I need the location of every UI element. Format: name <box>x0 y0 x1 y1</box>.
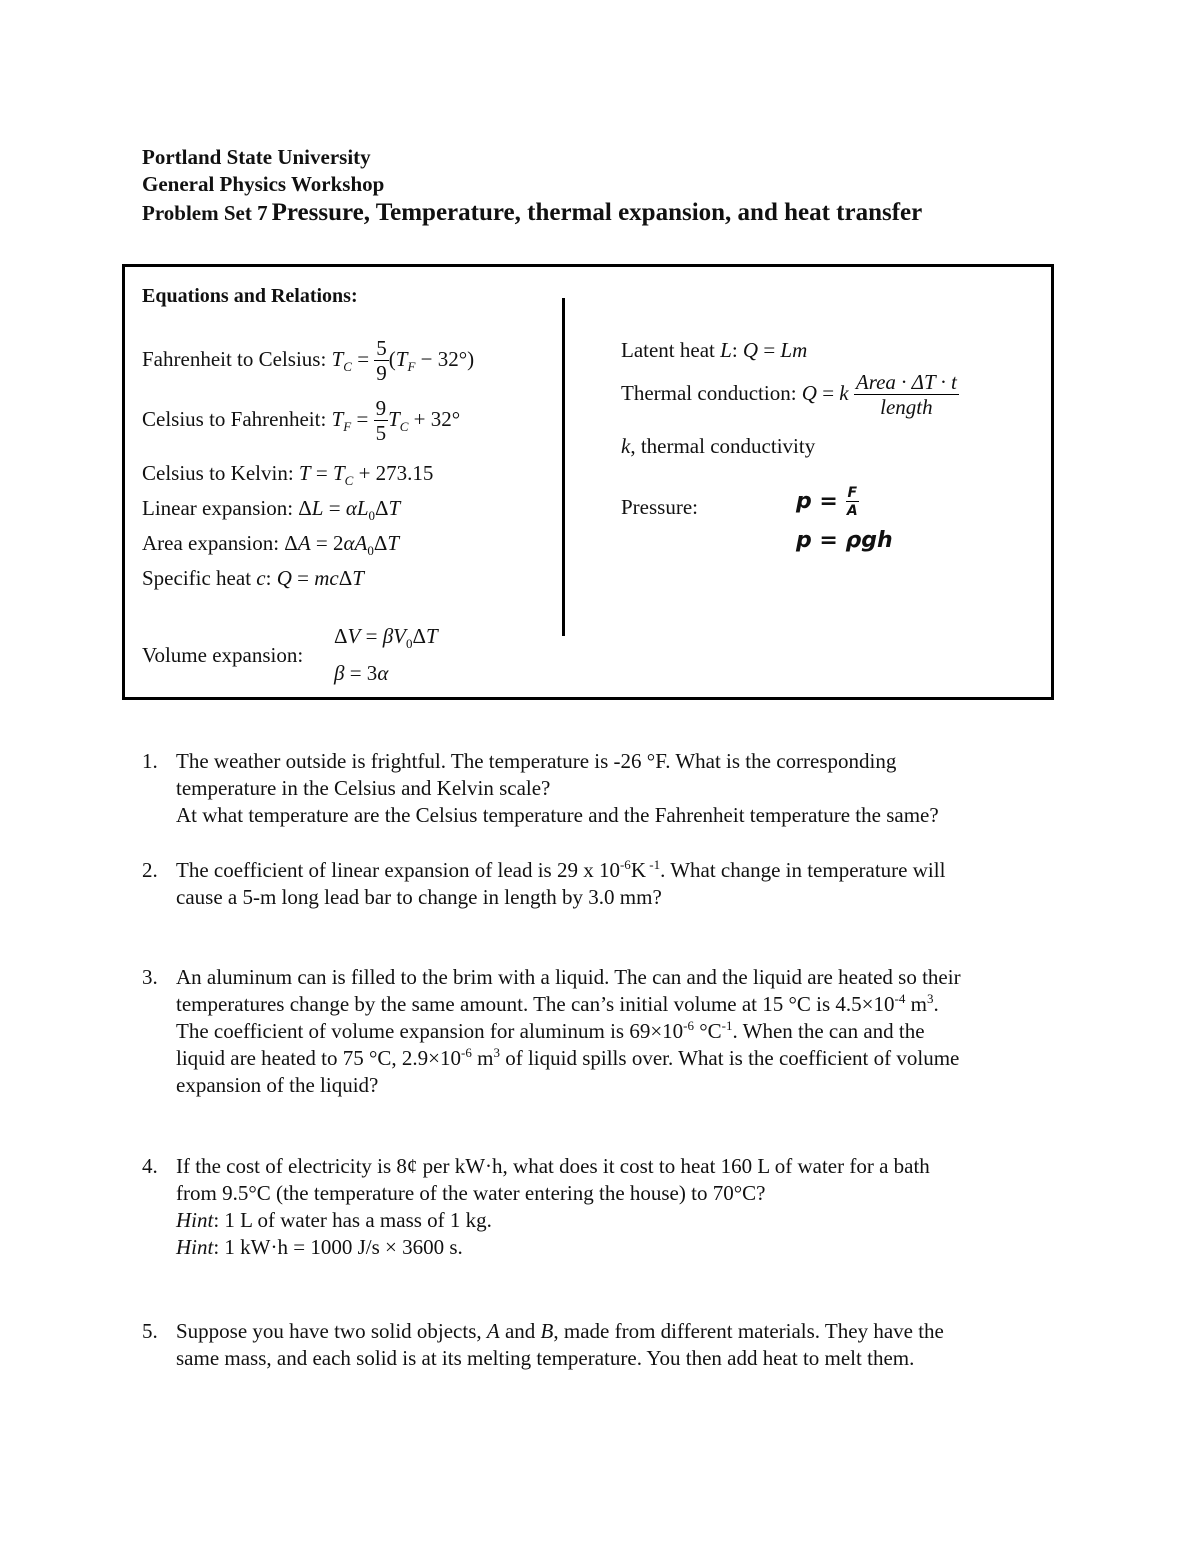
university-name: Portland State University <box>142 145 371 169</box>
eq-fahrenheit-to-celsius: Fahrenheit to Celsius: $T_C$ = $\frac{5}{9}$ $(T_F - 32^\circ)$ <box>142 336 475 385</box>
problem-set-title <box>142 199 922 227</box>
problem-hint-line: Hint: 1 kW·h = 1000 J/s × 3600 s. <box>176 1235 463 1259</box>
eq-volume-expansion-label: Volume expansion: <box>142 643 304 667</box>
eq-conduction-label: Thermal conduction: <box>621 380 797 405</box>
course-name: General Physics Workshop <box>142 172 385 196</box>
problem-text-line: The coefficient of linear expansion of lead is 29 x $10^{-6}K$ $^{-1}$. What change in temperature will <box>176 857 946 882</box>
eq-area-expansion: Area expansion: $\Delta A = 2\alpha A_0\Delta T$ <box>142 531 400 559</box>
problem-text-line: temperature in the Celsius and Kelvin scale? <box>176 776 551 800</box>
eq-f2c-label: Fahrenheit to Celsius: <box>142 346 327 371</box>
problem-text-line: from 9.5°C (the temperature of the water entering the house) to 70°C? <box>176 1181 766 1205</box>
equations-heading: Equations and Relations: <box>142 285 358 307</box>
eq-celsius-to-fahrenheit: Celsius to Fahrenheit: $T_F$ = $\frac{9}{5}$ $T_C + 32^\circ$ <box>142 396 461 445</box>
eq-pressure-depth: p = ρgh <box>796 528 893 553</box>
eq-thermal-conductivity: k, thermal conductivity <box>621 434 816 458</box>
problem-number: 1. <box>142 749 158 773</box>
problem-text-line: liquid are heated to 75 °C, $2.9\times 10^{-6}$ $m^3$ of liquid spills over. What is the coefficient of volume <box>176 1045 960 1070</box>
equations-divider <box>562 298 565 636</box>
problem-text-line: An aluminum can is filled to the brim with a liquid. The can and the liquid are heated so their <box>176 965 961 989</box>
kelvin-offset: 273.15 <box>375 461 434 485</box>
problem-number: 2. <box>142 858 158 882</box>
eq-linear-expansion: Linear expansion: $\Delta L = \alpha L_0\Delta T$ <box>142 496 401 524</box>
eq-pressure-label: Pressure: <box>621 495 698 519</box>
problem-hint-line: Hint: 1 L of water has a mass of 1 kg. <box>176 1208 492 1232</box>
eq-specific-label: Specific heat <box>142 566 252 590</box>
eq-c2k-label: Celsius to Kelvin: <box>142 461 294 485</box>
problem-set-topic: Pressure, Temperature, thermal expansion, and heat transfer <box>271 199 923 226</box>
eq-beta-relation: β = 3α <box>334 661 389 685</box>
eq-celsius-to-kelvin: Celsius to Kelvin: $T = T_C + 273.15$ <box>142 461 434 489</box>
eq-latent-label: Latent heat <box>621 338 715 362</box>
problem-text-line: If the cost of electricity is 8¢ per kW·h, what does it cost to heat 160 L of water for a bath <box>176 1154 930 1178</box>
eq-area-label: Area expansion: <box>142 531 280 555</box>
problem-text-line: Suppose you have two solid objects, A and B, made from different materials. They have the <box>176 1319 944 1343</box>
problem-text-line: The weather outside is frightful. The temperature is -26 °F. What is the corresponding <box>176 749 897 773</box>
problem-text-line: cause a 5-m long lead bar to change in length by 3.0 mm? <box>176 885 662 909</box>
eq-pressure-force-area: p = $\frac{F}{A}$ <box>796 485 858 519</box>
eq-volume-expansion: $\Delta V = \beta V_0\Delta T$ <box>334 624 438 652</box>
eq-c2f-label: Celsius to Fahrenheit: <box>142 406 327 431</box>
problem-text-line: same mass, and each solid is at its melting temperature. You then add heat to melt them. <box>176 1346 915 1370</box>
eq-linear-label: Linear expansion: <box>142 496 294 520</box>
problem-text-line: temperatures change by the same amount. The can’s initial volume at 15 °C is $4.5\times 10^{-4}$ $m^3$. <box>176 991 939 1016</box>
problem-set-number: Problem Set 7 <box>142 201 268 225</box>
problem-text-line: expansion of the liquid? <box>176 1073 379 1097</box>
problem-number: 5. <box>142 1319 158 1343</box>
eq-latent-heat: Latent heat L: Q = Lm <box>621 338 808 362</box>
problem-text-line: At what temperature are the Celsius temperature and the Fahrenheit temperature the same? <box>176 803 939 827</box>
problem-number: 3. <box>142 965 158 989</box>
problem-number: 4. <box>142 1154 158 1178</box>
problem-text-line: The coefficient of volume expansion for aluminum is $69\times 10^{-6}$ $^\circ C^{-1}$. When the can and the <box>176 1018 925 1043</box>
eq-thermal-conduction: Thermal conduction: Q = k $\frac{\text{Area · ΔT · t}}{\text{length}}$ <box>621 370 957 419</box>
eq-specific-heat: Specific heat c: Q = mcΔT <box>142 566 364 590</box>
eq-conductivity-label: thermal conductivity <box>640 434 816 458</box>
